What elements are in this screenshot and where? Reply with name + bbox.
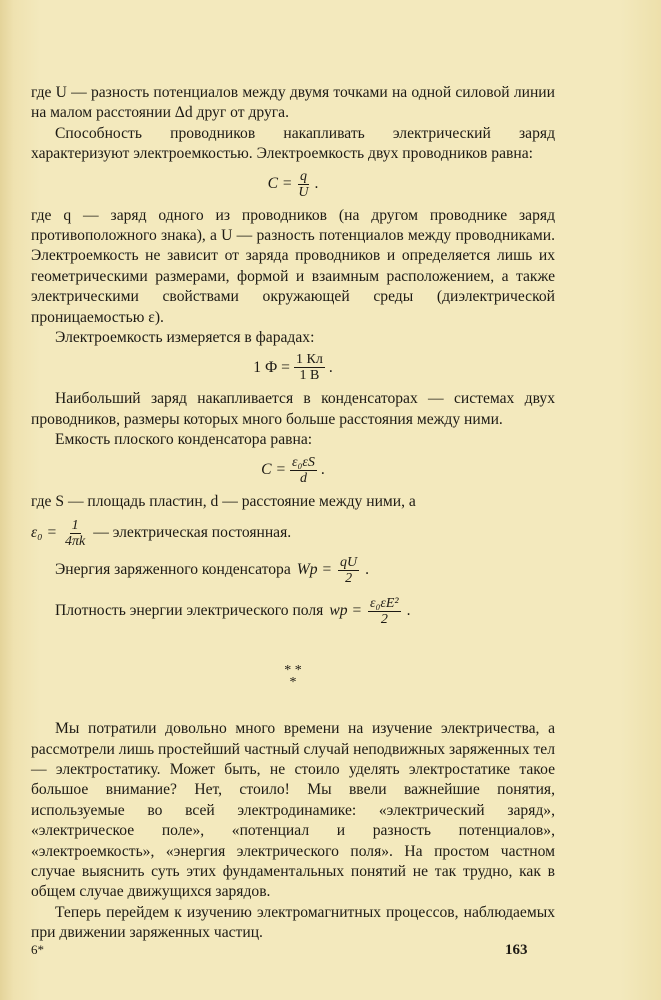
formula-eps0: ε₀ = $\frac{1}{4\pi k}$ — электрическая постоянная. <box>31 518 292 550</box>
paragraph: Электроемкость измеряется в фарадах: <box>55 329 315 347</box>
page-number: 163 <box>505 942 528 958</box>
formula-energy-density: Плотность энергии электрического поля wp = $\frac{\text{ε₀εE²}}{2}$ . <box>55 596 411 628</box>
paragraph: где S — площадь пластин, d — расстояние между ними, а <box>31 492 416 510</box>
formula-energy: Энергия заряженного конденсатора Wp = $\frac{qU}{2}$ . <box>55 555 370 587</box>
formula-farad: 1 Ф = $\frac{1 Кл}{1 В}$ . <box>253 352 333 384</box>
paragraph: Мы потратили довольно много времени на изучение электричества, а рассмотрели лишь простейший частный случай неподвижных заряженных тел — электростатику. Может быть, не стоило уделять электростатике такое большое внимание? Нет, стоило! Мы ввели важнейшие понятия, используемые во всей электродинамике: «электрический заряд», «электрическое поле», «потенциал и разность потенциалов», «электроемкость», «энергия электрического поля». На простом частном случае выяснить суть этих фундаментальных понятий не так трудно, как в общем случае движущихся зарядов. <box>31 720 555 901</box>
page-text <box>31 83 555 944</box>
paragraph: Способность проводников накапливать электрический заряд характеризуют электроемкостью. Электроемкость двух проводников равна: <box>31 124 555 163</box>
signature-mark: 6* <box>31 942 44 957</box>
paragraph: Емкость плоского конденсатора равна: <box>55 431 313 449</box>
paragraph: где q — заряд одного из проводников (на другом проводнике заряд противоположного знака), а U — разность потенциалов между проводниками. Электроемкость не зависит от заряда проводников и определяется лишь их геометрическими размерами, формой и взаимным расположением, а также электрическими свойствами окружающей среды (диэлектрической проницаемостью ε). <box>31 206 555 326</box>
formula-plate-capacitor: C = $\frac{\text{ε₀εS}}{d}$ . <box>261 454 325 486</box>
paragraph: Теперь перейдем к изучению электромагнитных процессов, наблюдаемых при движении заряженных частиц. <box>31 903 555 942</box>
formula-capacitance: C = $\frac{q}{U}$ . <box>267 168 319 200</box>
section-separator: * * * <box>284 663 302 691</box>
paragraph: где U — разность потенциалов между двумя точками на одной силовой линии на малом расстоянии Δd друг от друга. <box>31 84 555 122</box>
paragraph: Наибольший заряд накапливается в конденсаторах — системах двух проводников, размеры которых много больше расстояния между ними. <box>31 390 555 428</box>
